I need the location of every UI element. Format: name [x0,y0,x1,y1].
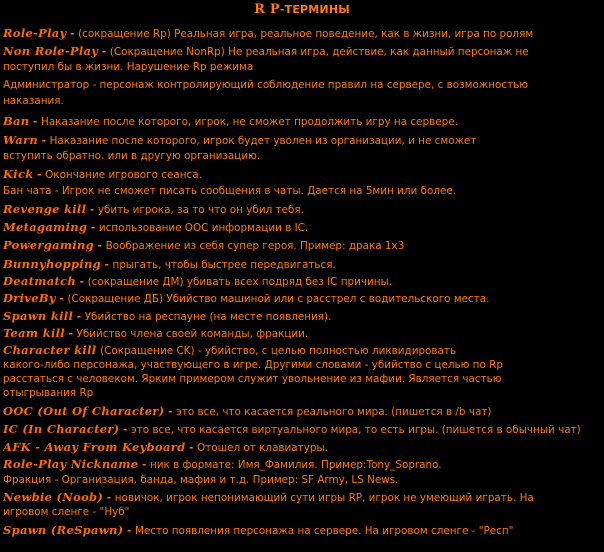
term-line [3,387,603,400]
term-name: AFK - Away From Keyboard [3,441,186,454]
term-line [3,115,603,129]
term-line [3,474,603,487]
term-name: Character kill [3,344,97,357]
term-separator: - [119,424,131,436]
term-name: Powergaming [3,239,95,252]
term-description: Фракция - Организация, банда, мафия и т.д. Пример: SF Army, LS News. [3,474,399,486]
term-separator: - [94,240,106,252]
term-line [3,524,603,538]
term-description: поступил бы в жизни. Нарушение Rp режима [3,61,254,73]
term-description: Бан чата - Игрок не сможет писать сообщения в чаты. Дается на 5мин или более. [3,185,457,197]
term-line [3,150,603,163]
term-line [3,95,603,108]
term-description: наказания. [3,95,64,107]
term-description: (сокращение Rp) Реальная игра, реальное поведение, как в жизни, игра по ролям [78,28,534,40]
term-line [3,458,603,472]
page-title [0,2,604,17]
term-line [3,45,603,59]
term-name: Warn [3,134,38,147]
term-description: использование OOC информации в IC. [98,222,309,234]
title-rp: R P [254,2,280,17]
term-line [3,258,603,272]
term-description: отыгрывания Rp [3,387,94,399]
term-name: Deatmatch [3,275,77,288]
term-name: Role-Play [3,27,67,40]
term-separator: - [64,328,77,340]
term-name: Newbie (Noob) [3,491,104,504]
term-description: прыгать, чтобы быстрее передвигаться. [112,259,336,271]
term-description: Отошел от клавиатуры. [197,442,328,454]
term-line [3,275,603,289]
term-separator: - [138,459,150,471]
term-description: новичок, игрок непонимающий сути игры RP, игрок не умеющий играть. На [114,492,534,504]
term-line [3,168,603,182]
term-line [3,373,603,386]
term-line [3,506,603,519]
term-description: Окончание игрового сеанса. [45,169,202,181]
term-line [3,359,603,372]
term-description: Убийство на респауне (на месте появления). [84,311,332,323]
term-separator: - [100,259,113,271]
term-line [3,423,603,437]
term-description: Наказание после которого, игрок будет уволен из организации, и не сможет [49,135,477,147]
term-name: Ban [3,115,30,128]
term-description: Убийство члена своей команды, фракции. [76,328,309,340]
term-separator: - [87,222,99,234]
term-separator: - [103,492,115,504]
term-name: IC (In Character) [3,423,120,436]
term-name: Spawn (ReSpawn) [3,524,124,537]
term-description: Место появления персонажа на сервере. На игровом сленге - "Респ" [134,525,514,537]
term-description: (сокращение ДМ) убивать всех подряд без IC причины. [87,276,393,288]
term-line [3,292,603,306]
term-line [3,405,603,419]
term-description: убить игрока, за то что он убил тебя. [97,204,304,216]
term-description: это все, что касается виртуального мира, то есть игры. (пишется в обычный чат) [131,424,581,436]
term-separator: - [73,311,85,323]
term-description: (Сокращение NonRp) Не реальная игра, действие, как данный персонаж не [109,46,529,58]
term-name: Kick [3,168,34,181]
term-description: ник в формате: Имя_Фамилия. Пример:Tony_Soprano. [149,459,442,471]
term-separator: - [185,442,197,454]
term-line [3,491,603,505]
term-separator: - [76,276,88,288]
term-name: Role-Play Nickname [3,458,139,471]
term-separator: - [55,293,68,305]
term-description: это все, что касается реального мира. (пишется в /b чат) [176,406,492,418]
term-description: Администратор - персонаж контролирующий соблюдение правил на сервере, с возможностью [3,79,529,91]
term-separator: - [29,116,41,128]
term-separator: - [164,406,177,418]
term-line [3,441,603,455]
term-description: вступить обратно. или в другую организацию. [3,150,261,162]
term-description: (Сокращение CK) - убийство, с целью полностью ликвидировать [100,345,457,357]
term-line [3,203,603,217]
term-name: Metagaming [3,221,88,234]
term-line [3,221,603,235]
term-line [3,61,603,74]
term-separator: - [98,46,110,58]
term-name: Team kill [3,327,65,340]
term-name: OOC (Out Of Character) [3,405,165,418]
term-name: Spawn kill [3,310,74,323]
term-description: (Сокращение ДБ) Убийство машиной или с расстрел с водительского места. [67,293,490,305]
term-line [3,134,603,148]
term-name: Bunnyhopping [3,258,101,271]
term-name: Non Role-Play [3,45,99,58]
term-line [3,27,603,41]
title-rest: -ТЕРМИНЫ [279,3,350,16]
term-description: расстаться с человеком. Ярким примером служит увольнение из мафии. Является частью [3,373,502,385]
term-line [3,185,603,198]
term-line [3,79,603,92]
term-separator: - [66,28,79,40]
term-line [3,327,603,341]
term-description: Наказание после которого, игрок, не сможет продолжить игру на сервере. [41,116,458,128]
term-name: DriveBy [3,292,56,305]
term-separator: - [123,525,135,537]
term-separator: - [38,135,50,147]
term-description: игровом сленге - "Нуб" [3,506,130,518]
term-description: Воображение из себя супер героя. Пример: драка 1x3 [105,240,405,252]
term-line [3,344,603,358]
term-line [3,310,603,324]
term-separator: - [33,169,46,181]
term-description: какого-либо персонажа, участвующего в игре. Другими словами - убийство с целью по Rp [3,359,503,371]
term-separator: - [86,204,98,216]
term-line [3,239,603,253]
term-name: Revenge kill [3,203,87,216]
